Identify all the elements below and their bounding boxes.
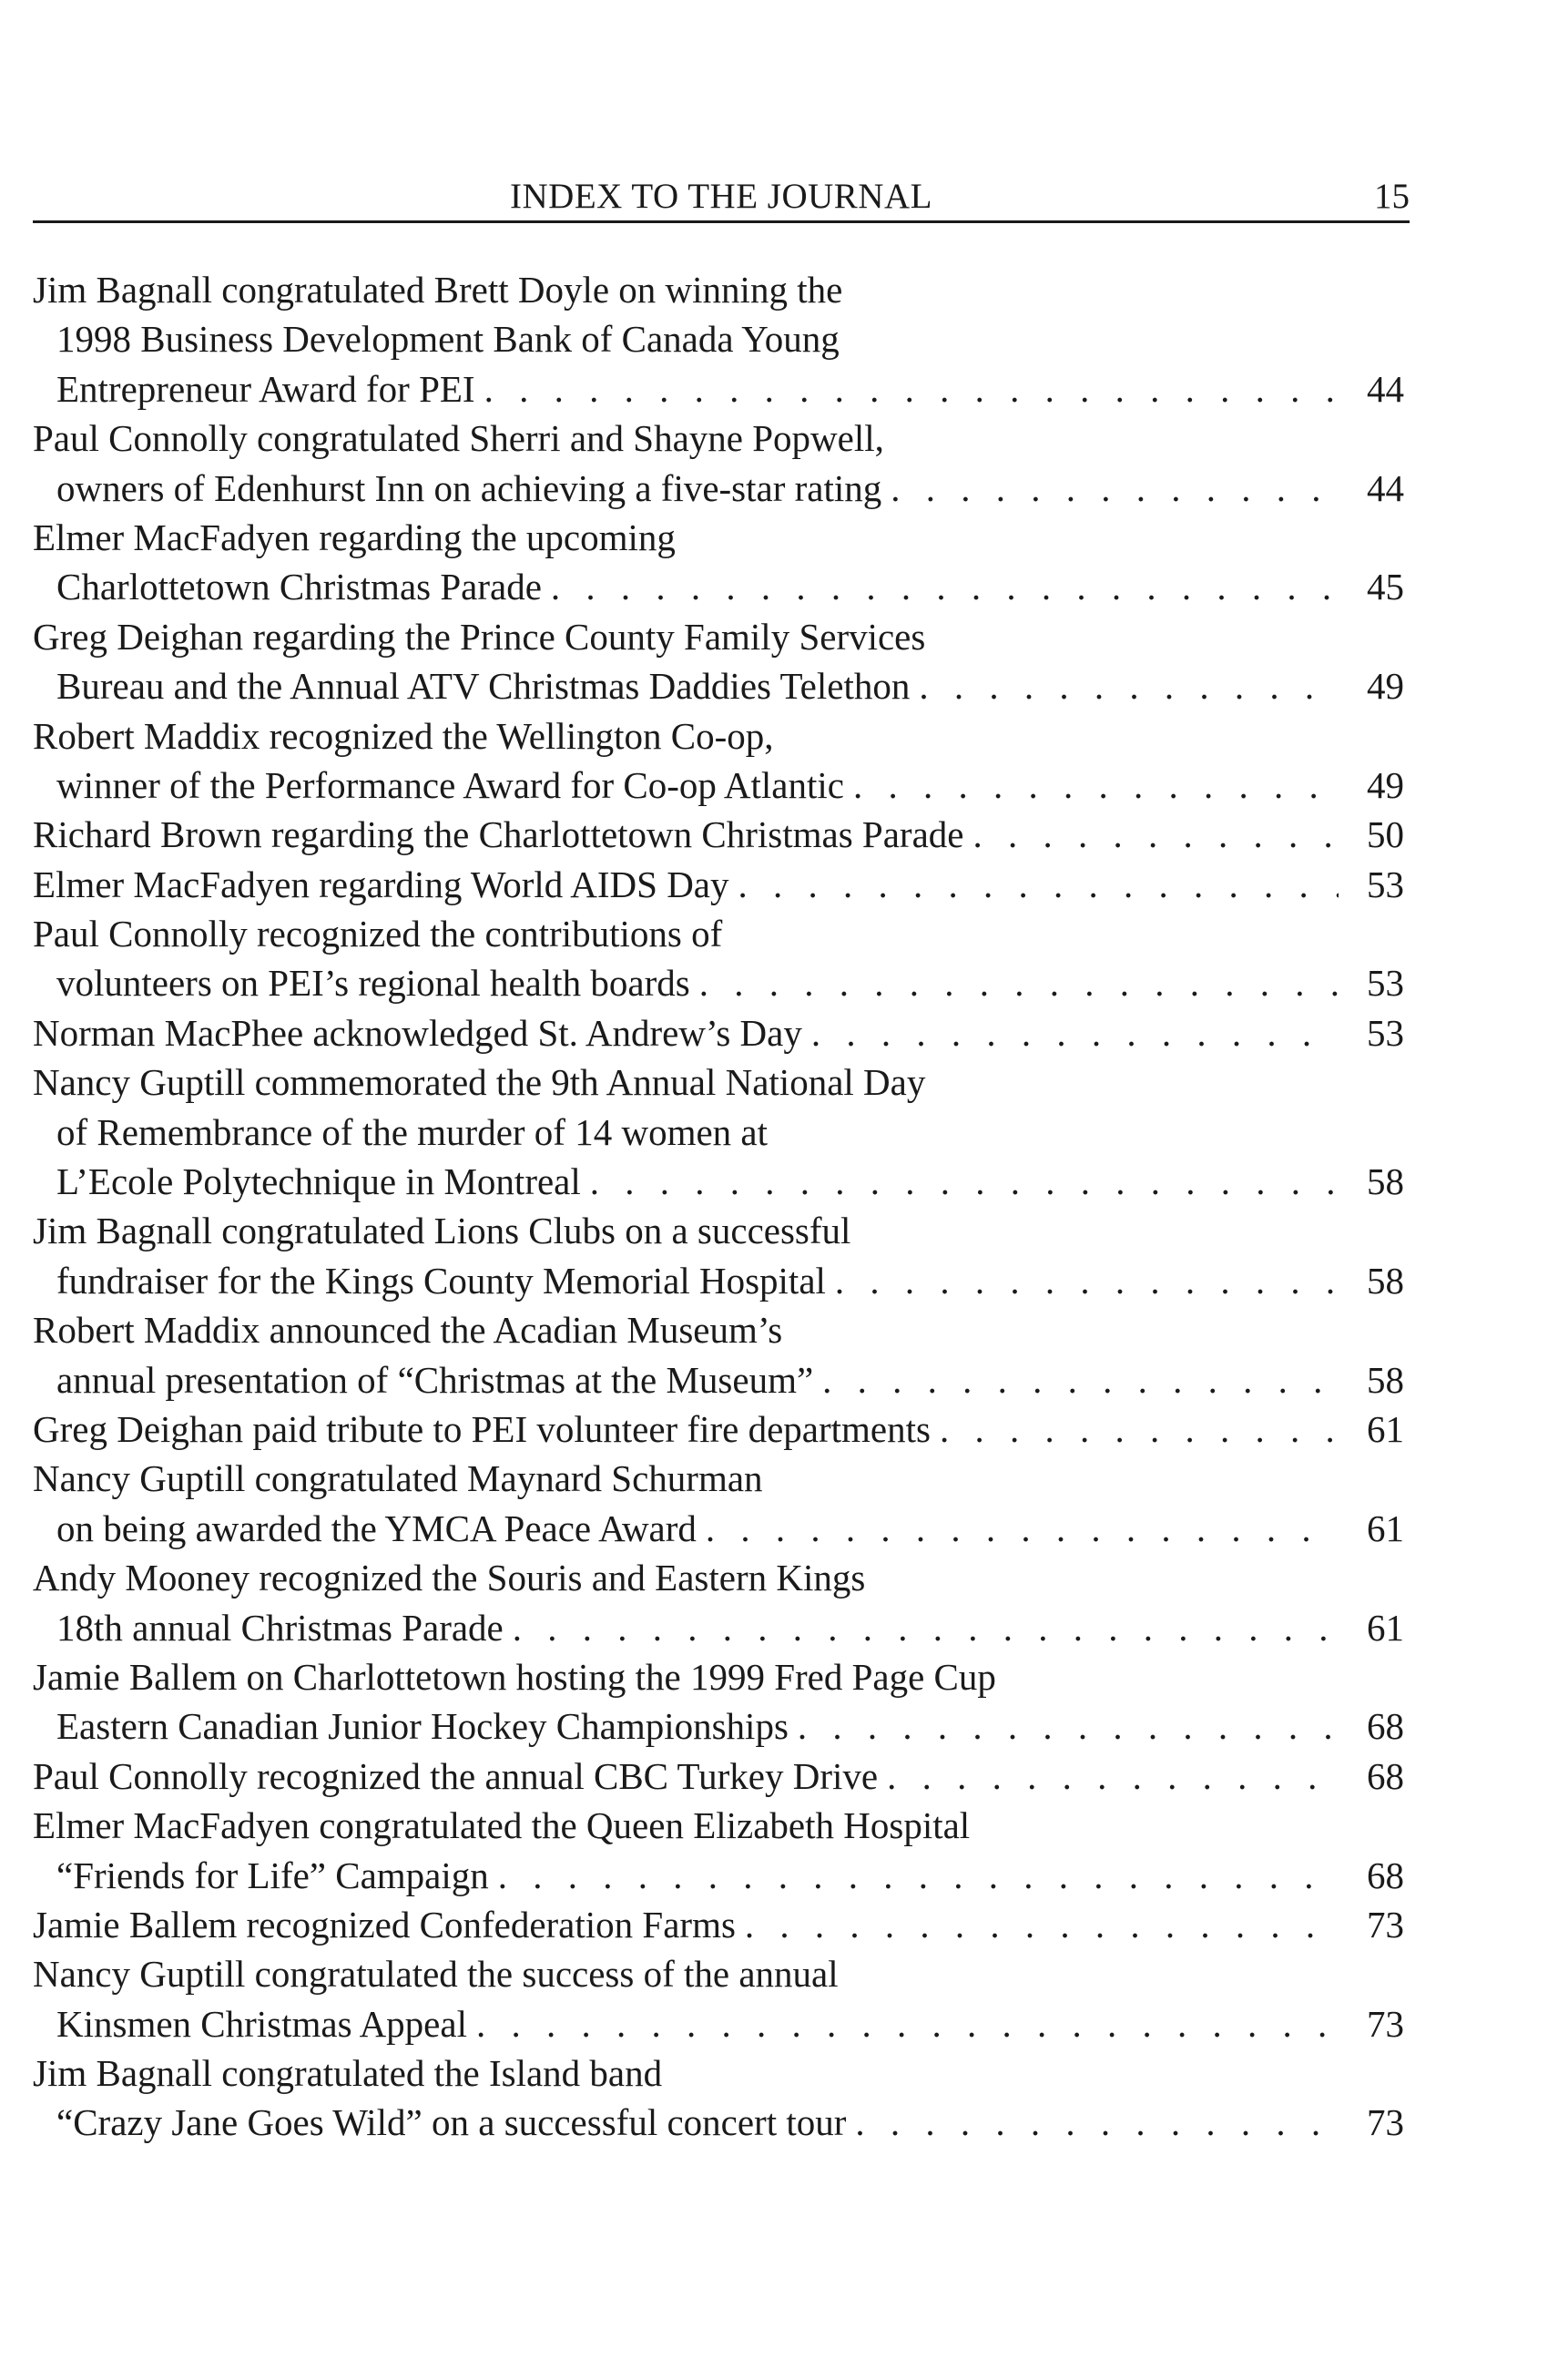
index-entry-text: “Friends for Life” Campaign — [56, 1854, 489, 1896]
dot-leader — [822, 1355, 1339, 1405]
index-entry-text: volunteers on PEI’s regional health boards — [56, 962, 690, 1005]
index-entry-text: L’Ecole Polytechnique in Montreal — [56, 1160, 581, 1203]
index-entry-line — [33, 2098, 1410, 2147]
index-entry-line: Elmer MacFadyen regarding the upcoming — [33, 516, 676, 558]
dot-leader — [853, 761, 1339, 810]
index-entry-line: Nancy Guptill congratulated Maynard Schurman — [33, 1457, 763, 1500]
index-entry-line — [33, 761, 1410, 810]
index-entry-line — [33, 1405, 1410, 1454]
index-entry — [33, 1305, 1410, 1405]
dot-leader — [551, 562, 1339, 611]
index-entry — [33, 1008, 1410, 1057]
index-entry-text: on being awarded the YMCA Peace Award — [56, 1507, 697, 1549]
index-entry-text: Paul Connolly recognized the annual CBC Turkey Drive — [33, 1754, 879, 1797]
dot-leader — [919, 661, 1339, 710]
index-entry — [33, 860, 1410, 909]
journal-index-page — [33, 173, 1410, 2148]
index-entry-page: 68 — [1367, 1754, 1404, 1797]
index-entry-line — [33, 661, 1410, 710]
index-entry-text: Charlottetown Christmas Parade — [56, 566, 542, 608]
dot-leader — [798, 1701, 1339, 1751]
index-entry-page: 49 — [1367, 665, 1404, 708]
index-entry — [33, 1454, 1410, 1553]
index-entry-text: Elmer MacFadyen regarding World AIDS Day — [33, 863, 729, 905]
index-entry-page: 49 — [1367, 763, 1404, 806]
dot-leader — [513, 1603, 1339, 1652]
index-entry-line: Jim Bagnall congratulated Brett Doyle on winning the — [33, 269, 843, 311]
index-entry-text: Entrepreneur Award for PEI — [56, 367, 475, 410]
index-entry-page: 58 — [1367, 1358, 1404, 1401]
index-entry-line: Nancy Guptill commemorated the 9th Annual National Day — [33, 1061, 926, 1104]
dot-leader — [835, 1256, 1339, 1305]
index-entry-line — [33, 464, 1410, 513]
index-entry — [33, 2048, 1410, 2148]
index-entry-line — [33, 1355, 1410, 1405]
index-entry-line — [33, 1504, 1410, 1553]
dot-leader — [891, 464, 1339, 513]
index-entry-line: Jamie Ballem on Charlottetown hosting the 1999 Fred Page Cup — [33, 1655, 996, 1698]
index-entry — [33, 1900, 1410, 1949]
dot-leader — [699, 958, 1339, 1007]
dot-leader — [887, 1752, 1339, 1801]
index-entry-line — [33, 1851, 1410, 1900]
index-entry-line: Robert Maddix announced the Acadian Museum’s — [33, 1309, 783, 1352]
index-entry-page: 61 — [1367, 1606, 1404, 1649]
index-entry — [33, 1652, 1410, 1752]
index-entry-line: Robert Maddix recognized the Wellington Co-op, — [33, 714, 774, 757]
index-entry — [33, 414, 1410, 513]
index-entry-line — [33, 1008, 1410, 1057]
index-entry-line — [33, 1752, 1410, 1801]
index-entry-text: annual presentation of “Christmas at the Museum” — [56, 1358, 814, 1401]
index-entry-page: 61 — [1367, 1407, 1404, 1450]
index-entry-line — [33, 1900, 1410, 1949]
index-entry — [33, 1752, 1410, 1801]
index-entry-line — [33, 958, 1410, 1007]
index-entry — [33, 265, 1410, 414]
dot-leader — [745, 1900, 1339, 1949]
index-entry — [33, 810, 1410, 859]
index-entry — [33, 1553, 1410, 1652]
index-entry — [33, 909, 1410, 1008]
dot-leader — [706, 1504, 1339, 1553]
dot-leader — [498, 1851, 1339, 1900]
index-entries — [33, 265, 1410, 2148]
dot-leader — [484, 364, 1339, 414]
running-head — [33, 173, 1410, 223]
index-entry-line — [33, 1603, 1410, 1652]
index-entry — [33, 612, 1410, 711]
index-entry — [33, 1405, 1410, 1454]
index-entry-page: 68 — [1367, 1705, 1404, 1748]
index-entry-text: “Crazy Jane Goes Wild” on a successful concert tour — [56, 2101, 847, 2144]
dot-leader — [811, 1008, 1339, 1057]
dot-leader — [476, 1999, 1339, 2048]
index-entry-text: Eastern Canadian Junior Hockey Championships — [56, 1705, 789, 1748]
index-entry-line — [33, 860, 1410, 909]
index-entry-line — [33, 1999, 1410, 2048]
index-entry — [33, 1206, 1410, 1305]
index-entry-line: Jim Bagnall congratulated Lions Clubs on a successful — [33, 1210, 851, 1252]
index-entry-line — [33, 1157, 1410, 1206]
dot-leader — [972, 810, 1339, 859]
index-entry-page: 44 — [1367, 466, 1404, 509]
index-entry-text: Jamie Ballem recognized Confederation Farms — [33, 1903, 736, 1946]
index-entry-text: Greg Deighan paid tribute to PEI volunteer fire departments — [33, 1407, 931, 1450]
index-entry-line — [33, 1701, 1410, 1751]
index-entry — [33, 1801, 1410, 1900]
index-entry-text: Richard Brown regarding the Charlottetown Christmas Parade — [33, 813, 964, 856]
index-entry-line: Andy Mooney recognized the Souris and Eastern Kings — [33, 1557, 866, 1599]
index-entry — [33, 1949, 1410, 2048]
dot-leader — [940, 1405, 1339, 1454]
index-entry-page: 50 — [1367, 813, 1404, 856]
index-entry-text: 18th annual Christmas Parade — [56, 1606, 504, 1649]
index-entry-line: Greg Deighan regarding the Prince County Family Services — [33, 615, 926, 658]
index-entry-text: Norman MacPhee acknowledged St. Andrew’s Day — [33, 1011, 802, 1054]
index-entry-page: 68 — [1367, 1854, 1404, 1896]
index-entry — [33, 1057, 1410, 1206]
index-entry-page: 58 — [1367, 1160, 1404, 1203]
index-entry-page: 53 — [1367, 1011, 1404, 1054]
dot-leader — [590, 1157, 1339, 1206]
index-entry-line: Paul Connolly recognized the contributions of — [33, 913, 723, 955]
index-entry-text: Bureau and the Annual ATV Christmas Daddies Telethon — [56, 665, 911, 708]
dot-leader — [855, 2098, 1339, 2147]
index-entry-line: Paul Connolly congratulated Sherri and Shayne Popwell, — [33, 417, 884, 460]
index-entry-page: 73 — [1367, 2101, 1404, 2144]
index-entry-line: Elmer MacFadyen congratulated the Queen Elizabeth Hospital — [33, 1804, 971, 1847]
index-entry-page: 53 — [1367, 962, 1404, 1005]
index-entry-line — [33, 1256, 1410, 1305]
index-entry-page: 73 — [1367, 1903, 1404, 1946]
index-entry-text: owners of Edenhurst Inn on achieving a five-star rating — [56, 466, 882, 509]
index-entry-text: Kinsmen Christmas Appeal — [56, 2002, 467, 2045]
index-entry-page: 61 — [1367, 1507, 1404, 1549]
index-entry-text: fundraiser for the Kings County Memorial Hospital — [56, 1259, 826, 1302]
index-entry-page: 45 — [1367, 566, 1404, 608]
index-entry — [33, 513, 1410, 612]
index-entry-page: 73 — [1367, 2002, 1404, 2045]
index-entry-line: Jim Bagnall congratulated the Island band — [33, 2052, 663, 2095]
index-entry-line: of Remembrance of the murder of 14 women at — [56, 1110, 769, 1153]
index-entry-line — [33, 810, 1410, 859]
index-entry-line — [33, 562, 1410, 611]
index-entry-line — [33, 364, 1410, 414]
index-entry-page: 58 — [1367, 1259, 1404, 1302]
index-entry-page: 53 — [1367, 863, 1404, 905]
page-number: 15 — [1374, 177, 1410, 216]
index-entry — [33, 711, 1410, 811]
running-head-title: INDEX TO THE JOURNAL — [510, 177, 932, 216]
index-entry-line: 1998 Business Development Bank of Canada Young — [56, 318, 840, 361]
index-entry-text: winner of the Performance Award for Co-op Atlantic — [56, 763, 844, 806]
dot-leader — [738, 860, 1339, 909]
index-entry-page: 44 — [1367, 367, 1404, 410]
index-entry-line: Nancy Guptill congratulated the success of the annual — [33, 1953, 839, 1996]
